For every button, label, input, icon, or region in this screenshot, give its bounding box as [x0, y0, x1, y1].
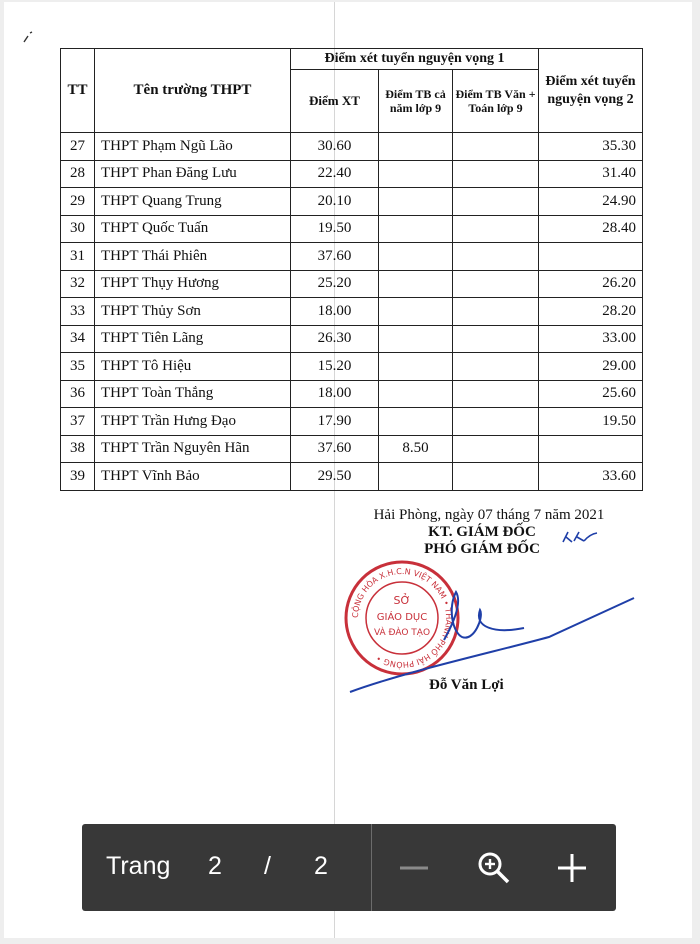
cell-tb-year: [379, 133, 453, 161]
minus-icon: [398, 852, 430, 884]
header-nv2: Điểm xét tuyển nguyện vọng 2: [539, 49, 643, 133]
cell-nv2: 31.40: [539, 160, 643, 188]
cell-tb-year: [379, 243, 453, 271]
cell-school: THPT Phạm Ngũ Lão: [95, 133, 291, 161]
table-row: [61, 215, 643, 243]
cell-nv2: 28.40: [539, 215, 643, 243]
cell-school: THPT Phan Đăng Lưu: [95, 160, 291, 188]
cell-nv2: 25.60: [539, 380, 643, 408]
pdf-page-toolbar: [82, 824, 616, 911]
cell-tt: 38: [61, 435, 95, 463]
page-separator: /: [264, 852, 271, 880]
table-row: [61, 325, 643, 353]
table-row: [61, 133, 643, 161]
toolbar-divider: [371, 824, 372, 911]
cell-school: THPT Trần Nguyên Hãn: [95, 435, 291, 463]
initials-mark: [560, 528, 600, 548]
table-row: [61, 353, 643, 381]
table-row: [61, 188, 643, 216]
cell-tb-vt: [453, 435, 539, 463]
cell-nv2: [539, 435, 643, 463]
cell-tt: 39: [61, 463, 95, 491]
cell-tb-vt: [453, 188, 539, 216]
cell-xt: 18.00: [291, 298, 379, 326]
zoom-in-button[interactable]: [550, 846, 594, 890]
cell-school: THPT Toàn Thắng: [95, 380, 291, 408]
cell-tb-year: 8.50: [379, 435, 453, 463]
header-nv1: Điểm xét tuyển nguyện vọng 1: [291, 49, 539, 70]
table-row: [61, 435, 643, 463]
cell-school: THPT Quốc Tuấn: [95, 215, 291, 243]
cell-school: THPT Quang Trung: [95, 188, 291, 216]
cell-school: THPT Trần Hưng Đạo: [95, 408, 291, 436]
cell-xt: 30.60: [291, 133, 379, 161]
cell-tb-year: [379, 353, 453, 381]
cell-tt: 33: [61, 298, 95, 326]
cell-tt: 29: [61, 188, 95, 216]
cell-tb-vt: [453, 353, 539, 381]
table-row: [61, 160, 643, 188]
cell-school: THPT Thụy Hương: [95, 270, 291, 298]
cell-tb-vt: [453, 325, 539, 353]
cell-tt: 31: [61, 243, 95, 271]
cell-xt: 25.20: [291, 270, 379, 298]
zoom-out-button[interactable]: [392, 846, 436, 890]
cell-tb-vt: [453, 270, 539, 298]
signer-title-2: PHÓ GIÁM ĐỐC: [424, 541, 540, 557]
cell-nv2: 35.30: [539, 133, 643, 161]
cell-xt: 37.60: [291, 243, 379, 271]
cell-tt: 34: [61, 325, 95, 353]
cell-xt: 17.90: [291, 408, 379, 436]
cell-tb-vt: [453, 298, 539, 326]
place-date: Hải Phòng, ngày 07 tháng 7 năm 2021: [373, 507, 605, 523]
cell-xt: 19.50: [291, 215, 379, 243]
cell-xt: 29.50: [291, 463, 379, 491]
cell-nv2: 28.20: [539, 298, 643, 326]
seal-line-2: GIÁO DỤC: [376, 612, 428, 623]
document-page: [4, 2, 692, 938]
header-nv1-xt: Điểm XT: [291, 70, 379, 133]
cell-tb-year: [379, 215, 453, 243]
cell-tt: 35: [61, 353, 95, 381]
cell-tb-year: [379, 188, 453, 216]
cell-school: THPT Vĩnh Bảo: [95, 463, 291, 491]
zoom-reset-button[interactable]: [472, 846, 516, 890]
table-row: [61, 408, 643, 436]
cell-xt: 22.40: [291, 160, 379, 188]
cell-tb-year: [379, 270, 453, 298]
handwritten-signature: [344, 582, 644, 702]
table-row: [61, 463, 643, 491]
cell-xt: 26.30: [291, 325, 379, 353]
cell-nv2: 33.00: [539, 325, 643, 353]
cell-xt: 37.60: [291, 435, 379, 463]
cell-tb-year: [379, 160, 453, 188]
header-tt: TT: [61, 49, 95, 133]
cell-tb-year: [379, 298, 453, 326]
current-page-number[interactable]: 2: [208, 852, 222, 880]
cell-tb-year: [379, 380, 453, 408]
table-row: [61, 380, 643, 408]
table-row: [61, 270, 643, 298]
cell-tb-vt: [453, 133, 539, 161]
cell-tb-year: [379, 325, 453, 353]
seal-line-1: SỞ: [393, 594, 411, 607]
cell-tt: 32: [61, 270, 95, 298]
header-nv1-tb-year: Điểm TB cả năm lớp 9: [379, 70, 453, 133]
cell-tt: 27: [61, 133, 95, 161]
total-pages: 2: [314, 852, 328, 880]
cell-tt: 36: [61, 380, 95, 408]
cell-tt: 30: [61, 215, 95, 243]
cell-school: THPT Thủy Sơn: [95, 298, 291, 326]
seal-line-3: VÀ ĐÀO TẠO: [373, 628, 431, 638]
admission-score-table: [60, 48, 643, 491]
cell-nv2: 19.50: [539, 408, 643, 436]
cell-nv2: [539, 243, 643, 271]
page-label: Trang: [106, 852, 171, 880]
cell-nv2: 33.60: [539, 463, 643, 491]
cell-tb-vt: [453, 160, 539, 188]
cell-tb-vt: [453, 408, 539, 436]
cell-school: THPT Tô Hiệu: [95, 353, 291, 381]
ink-mark: [22, 30, 36, 44]
cell-xt: 15.20: [291, 353, 379, 381]
seal-ring-text: CỘNG HÒA X.H.C.N VIỆT NAM • THÀNH PHỐ HẢI PHÒNG •: [350, 566, 454, 670]
signer-title-1: KT. GIÁM ĐỐC: [428, 524, 536, 540]
cell-tt: 37: [61, 408, 95, 436]
cell-tb-vt: [453, 380, 539, 408]
table-body: [61, 133, 643, 491]
cell-school: THPT Thái Phiên: [95, 243, 291, 271]
cell-xt: 18.00: [291, 380, 379, 408]
table-row: [61, 243, 643, 271]
cell-nv2: 26.20: [539, 270, 643, 298]
cell-tb-vt: [453, 463, 539, 491]
header-school: Tên trường THPT: [95, 49, 291, 133]
cell-tb-vt: [453, 215, 539, 243]
cell-nv2: 24.90: [539, 188, 643, 216]
cell-tb-year: [379, 463, 453, 491]
cell-nv2: 29.00: [539, 353, 643, 381]
cell-tt: 28: [61, 160, 95, 188]
cell-tb-vt: [453, 243, 539, 271]
header-nv1-tb-vt: Điểm TB Văn + Toán lớp 9: [453, 70, 539, 133]
plus-icon: [556, 852, 588, 884]
magnifier-plus-icon: [476, 850, 512, 886]
cell-tb-year: [379, 408, 453, 436]
cell-xt: 20.10: [291, 188, 379, 216]
table-row: [61, 298, 643, 326]
cell-school: THPT Tiên Lãng: [95, 325, 291, 353]
signer-name: Đỗ Văn Lợi: [429, 677, 504, 693]
